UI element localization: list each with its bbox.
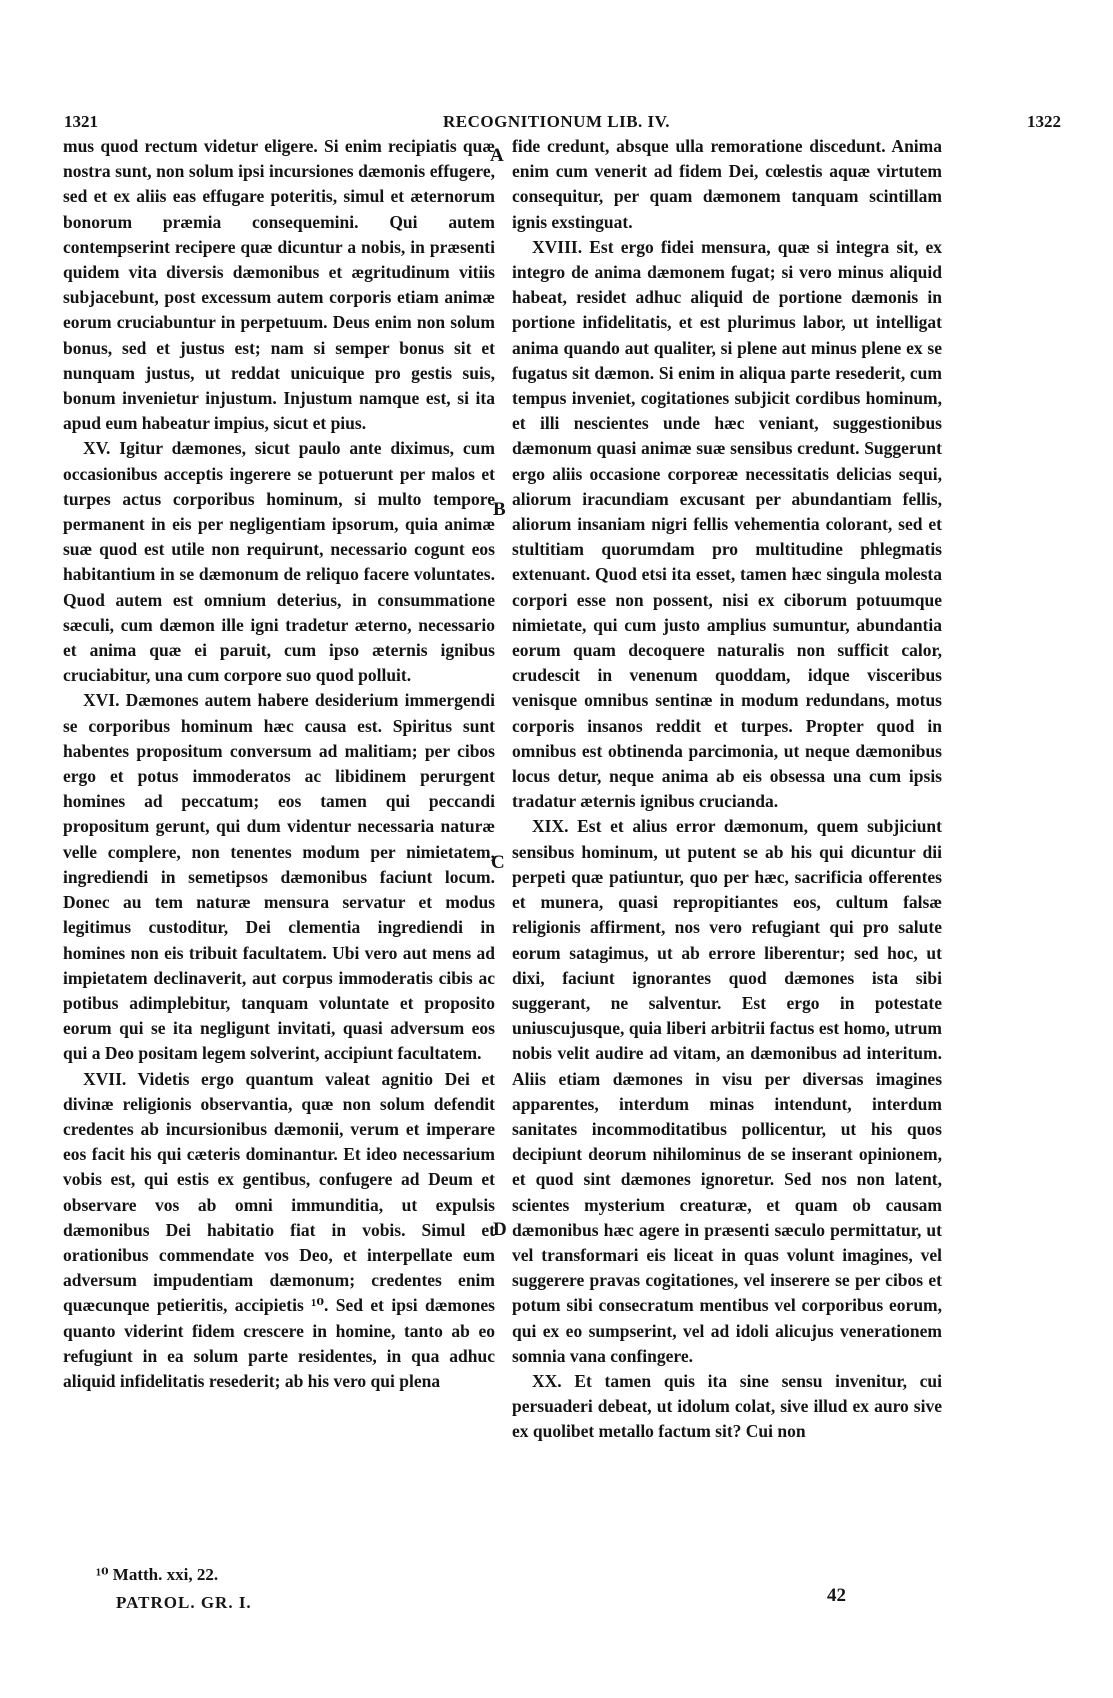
footnote: ¹⁰ Matth. xxi, 22. xyxy=(96,1565,219,1584)
margin-letter-c: C xyxy=(491,852,505,873)
chapter-paragraph-xvii: XVII. Videtis ergo quantum valeat agnitio Dei et divinæ religionis observantia, quæ non solum defendit credentes ab incursionibus dæmonii, verum et imperare eos facit his qui cæteris dominantur. Et ideo necessarium vobis est, qui estis ex gentibus, confugere ad Deum et observare vos ab omni immunditia, ut expulsis dæmonibus Dei habitatio fiat in vobis. Simul et orationibus commendate vos Deo, et interpellate eum adversum impudentiam dæmonum; credentes enim quæcunque petieritis, accipietis ¹⁰. Sed et ipsi dæmones quanto viderint fidem crescere in homine, tanto ab eo refugiunt in ea solum parte residentes, in qua adhuc aliquid infidelitatis resederit; ab his vero qui plena xyxy=(63,1068,495,1391)
text-column-left xyxy=(63,134,495,1394)
column-number-left: 1321 xyxy=(64,112,98,131)
sheet-number: 42 xyxy=(827,1585,846,1606)
text-column-right xyxy=(512,134,942,1445)
chapter-paragraph-xvi: XVI. Dæmones autem habere desiderium immergendi se corporibus hominum hæc causa est. Spiritus sunt habentes propositum conversum ad malitiam; per cibos ergo et potus immoderatos ac libidinem perurgent homines ad peccatum; eos tamen qui peccandi propositum gerunt, qui dum videntur necessaria naturæ velle complere, non tenentes modum per nimietatem, ingrediendi in semetipsos dæmonibus faciunt locum. Donec au tem naturæ mensura servatur et modus legitimus custoditur, Dei clementia ingrediendi in homines non eis tribuit facultatem. Ubi vero aut mens ad impietatem declinaverit, aut corpus immoderatis cibis ac potibus adimplebitur, tanquam voluntate et proposito eorum qui se ita negligunt invitati, quasi adversum eos qui a Deo positam legem solverint, accipiunt facultatem. xyxy=(63,690,495,1064)
paragraph: mus quod rectum videtur eligere. Si enim recipiatis quæ nostra sunt, non solum ipsi incursiones dæmonis effugere, sed et ex aliis eas effugare poteritis, simul et æternorum bonorum præmia consequemini. Qui autem contempserint recipere quæ dicuntur a nobis, in præsenti quidem vita diversis dæmonibus et ægritudinum vitiis subjacebunt, post excessum autem corporis etiam animæ eorum cruciabuntur in perpetuum. Deus enim non solum bonus, sed et justus est; nam si semper bonus sit et nunquam justus, ut reddat unicuique pro gestis suis, bonum invenietur injustum. Injustum namque est, si ita apud eum habeatur impius, sicut et pius. xyxy=(63,136,495,434)
margin-letter-d: D xyxy=(493,1219,507,1240)
paragraph: fide credunt, absque ulla remoratione discedunt. Anima enim cum venerit ad fidem Dei, cœlestis aquæ virtutem consequitur, per quam dæmonem tanquam scintillam ignis exstinguat. xyxy=(512,136,942,232)
chapter-paragraph-xix: XIX. Est et alius error dæmonum, quem subjiciunt sensibus hominum, ut putent se ab his qui dicuntur dii perpeti quæ patiuntur, quo per hæc, sacrificia offerentes et munera, quasi repropitiantes eos, cultum falsæ religionis affirment, nos vero refugiant qui pro salute eorum satagimus, ut ab errore liberentur; sed hoc, ut dixi, faciunt ignorantes quod dæmones ista sibi suggerant, ne salventur. Est ergo in potestate uniuscujusque, quia liberi arbitrii factus est homo, utrum nobis velit audire ad vitam, an dæmonibus ad interitum. Aliis etiam dæmones in visu per diversas imagines apparentes, interdum minas intendunt, interdum sanitates incommoditatibus pollicentur, ut his quos decipiunt deorum nihilominus de se inserant opinionem, et quod sint dæmones ignoretur. Sed nos non latent, scientes mysterium creaturæ, et quam ob causam dæmonibus hæc agere in præsenti sæculo permittatur, ut vel transformari eis liceat in quas volunt imagines, vel suggerere pravas cogitationes, vel inserere se per cibos et potum sibi consecratum mentibus vel corporibus eorum, qui ex eo sumpserint, vel ad idoli alicujus venerationem somnia vana confingere. xyxy=(512,816,942,1366)
chapter-paragraph-xviii: XVIII. Est ergo fidei mensura, quæ si integra sit, ex integro de anima dæmonem fugat; si vero minus aliquid habeat, residet adhuc aliquid de portione dæmonis in portione infidelitatis, et est plurimus labor, ut intelligat anima quando aut qualiter, si plene aut minus plene ex se fugatus sit dæmon. Si enim in aliqua parte resederit, cum tempus inveniet, cogitationes subjicit cordibus hominum, et illi nescientes unde hæc veniant, suggestionibus dæmonum quasi animæ suæ sensibus credunt. Suggerunt ergo aliis occasione corporeæ necessitatis delicias sequi, aliorum iracundiam excusant per abundantiam fellis, aliorum insaniam nigri fellis vehementia colorant, sed et stultitiam quorumdam pro multitudine phlegmatis extenuant. Quod etsi ita esset, tamen hæc singula molesta corpori esse non possent, nisi ex ciborum potuumque nimietate, qui cum justo amplius sumuntur, abundantia eorum quam decoquere naturalis non sufficit calor, crudescit in venenum quoddam, idque visceribus venisque omnibus sentinæ in modum redundans, motus corporis insanos reddit et turpes. Propter quod in omnibus est obtinenda parcimonia, ut neque dæmonibus locus detur, neque anima ab eis obsessa una cum ipsis tradatur æternis ignibus crucianda. xyxy=(512,236,942,812)
column-number-right: 1322 xyxy=(1027,112,1061,131)
margin-letter-a: A xyxy=(490,145,504,166)
chapter-paragraph-xx: XX. Et tamen quis ita sine sensu invenitur, cui persuaderi debeat, ut idolum colat, sive illud ex auro sive ex quolibet metallo factum sit? Cui non xyxy=(512,1370,942,1442)
running-title: RECOGNITIONUM LIB. IV. xyxy=(442,112,670,131)
signature-mark: PATROL. GR. I. xyxy=(116,1593,252,1612)
chapter-paragraph-xv: XV. Igitur dæmones, sicut paulo ante diximus, cum occasionibus acceptis ingerere se potuerunt per malos et turpes actus corporibus hominum, si multo tempore permanent in eis per negligentiam ipsorum, quia animæ suæ quod est utile non requirunt, necessario cogunt eos habitantium in se dæmonum de reliquo facere voluntates. Quod autem est omnium deterius, in consummatione sæculi, cum dæmon ille igni tradetur æterno, necessario et anima quæ ei paruit, cum ipso æternis ignibus cruciabitur, una cum corpore suo quod polluit. xyxy=(63,438,495,686)
margin-letter-b: B xyxy=(493,499,506,520)
